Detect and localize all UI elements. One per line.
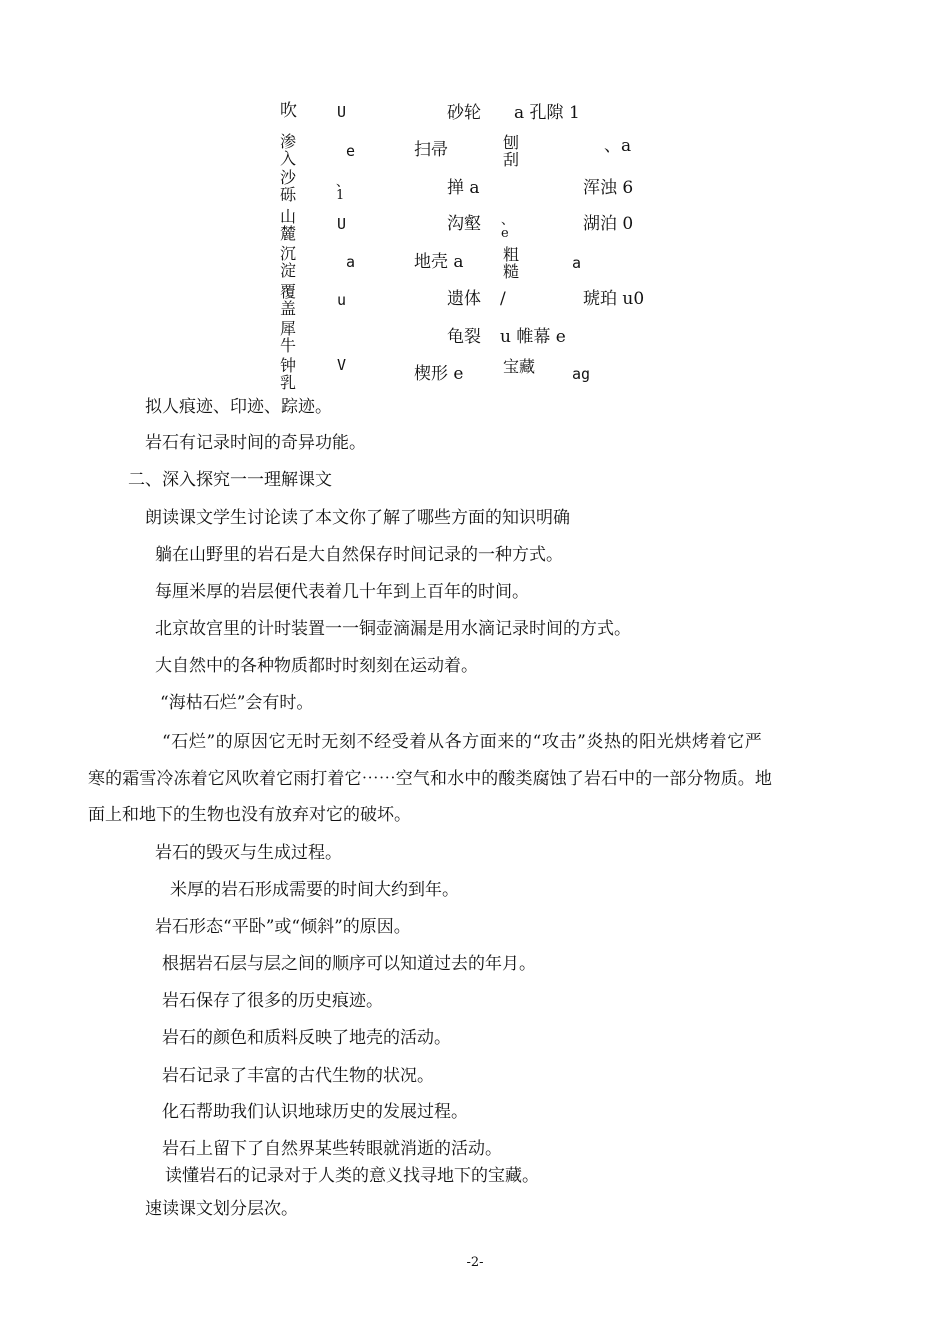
text-line: 大自然中的各种物质都时时刻刻在运动着。 [155, 656, 478, 676]
vocab-word: 沙砾 [280, 168, 297, 204]
text-line: 岩石记录了丰富的古代生物的状况。 [162, 1066, 434, 1086]
pinyin-fragment: V [337, 356, 347, 374]
text-line: “海枯石烂”会有时。 [160, 693, 314, 713]
text-line: 拟人痕迹、印迹、踪迹。 [145, 397, 332, 417]
text-line: 岩石形态“平卧”或“倾斜”的原因。 [155, 917, 411, 937]
text-line: 面上和地下的生物也没有放弃对它的破坏。 [88, 805, 411, 825]
vocab-word: 粗糙 [503, 245, 520, 281]
pinyin-fragment: e [346, 142, 356, 160]
vocab-word: 遗体 [447, 289, 481, 309]
section-heading: 二、深入探究一一理解课文 [128, 470, 332, 490]
vocab-word: 砂轮 [447, 103, 481, 123]
pinyin-fragment: / [500, 289, 506, 309]
vocab-word: 覆盖 [280, 282, 297, 318]
text-line: 岩石的颜色和质料反映了地壳的活动。 [162, 1028, 451, 1048]
vocab-word: 楔形 e [414, 364, 464, 384]
text-line: 寒的霜雪冷冻着它风吹着它雨打着它⋯⋯空气和水中的酸类腐蚀了岩石中的一部分物质。地 [88, 769, 772, 789]
pinyin-fragment: u [337, 291, 347, 309]
vocab-word: 犀牛 [280, 319, 297, 355]
pinyin-fragment: U [337, 215, 347, 233]
text-line: 朗读课文学生讨论读了本文你了解了哪些方面的知识明确 [145, 508, 570, 528]
text-line: 米厚的岩石形成需要的时间大约到年。 [170, 880, 459, 900]
vocab-word: 龟裂 [447, 327, 481, 347]
vocab-word: 琥珀 u0 [583, 289, 645, 309]
text-line: 躺在山野里的岩石是大自然保存时间记录的一种方式。 [155, 545, 563, 565]
vocab-word: 宝藏 [503, 357, 536, 376]
vocab-word: 渗入 [280, 132, 297, 168]
vocab-word: 刨刮 [503, 133, 520, 169]
vocab-word: 山麓 [280, 207, 297, 243]
text-line: 岩石保存了很多的历史痕迹。 [162, 991, 383, 1011]
pinyin-fragment: ag [572, 365, 591, 383]
vocab-word: 沉淀 [280, 244, 297, 280]
vocab-word: 沟壑 [447, 214, 481, 234]
vocab-word: 扫帚 [414, 140, 448, 160]
pinyin-fragment: 、a [604, 136, 632, 156]
text-line: 北京故宫里的计时装置一一铜壶滴漏是用水滴记录时间的方式。 [155, 619, 631, 639]
page-number: -2- [466, 1255, 484, 1270]
text-line: 岩石的毁灭与生成过程。 [155, 843, 342, 863]
vocab-word: 地壳 a [414, 252, 464, 272]
vocab-word: 钟乳 [280, 356, 297, 392]
vocab-word: 掸 a [447, 178, 480, 198]
text-line: 速读课文划分层次。 [145, 1199, 298, 1219]
pinyin-fragment: a [572, 254, 582, 272]
text-line: 每厘米厚的岩层便代表着几十年到上百年的时间。 [155, 582, 529, 602]
text-line: “石烂”的原因它无时无刻不经受着从各方面来的“攻击”炎热的阳光烘烤着它严 [162, 732, 763, 752]
pinyin-fragment: a [346, 253, 356, 271]
text-line: 岩石上留下了自然界某些转眼就消逝的活动。 [162, 1139, 502, 1159]
vocab-word: u 帷幕 e [500, 327, 566, 347]
text-line: 岩石有记录时间的奇异功能。 [145, 433, 366, 453]
vocab-word: 浑浊 6 [583, 178, 634, 198]
pinyin-fragment: U [337, 103, 347, 121]
pinyin-fragment: 、 e [501, 213, 515, 241]
text-line: 根据岩石层与层之间的顺序可以知道过去的年月。 [162, 954, 536, 974]
vocab-word: a 孔隙 1 [514, 103, 580, 123]
text-line: 化石帮助我们认识地球历史的发展过程。 [162, 1102, 468, 1122]
pinyin-fragment: 、 1 [336, 175, 350, 203]
vocab-word: 吹 [280, 101, 297, 121]
vocab-word: 湖泊 0 [583, 214, 634, 234]
text-line: 读懂岩石的记录对于人类的意义找寻地下的宝藏。 [165, 1166, 539, 1186]
